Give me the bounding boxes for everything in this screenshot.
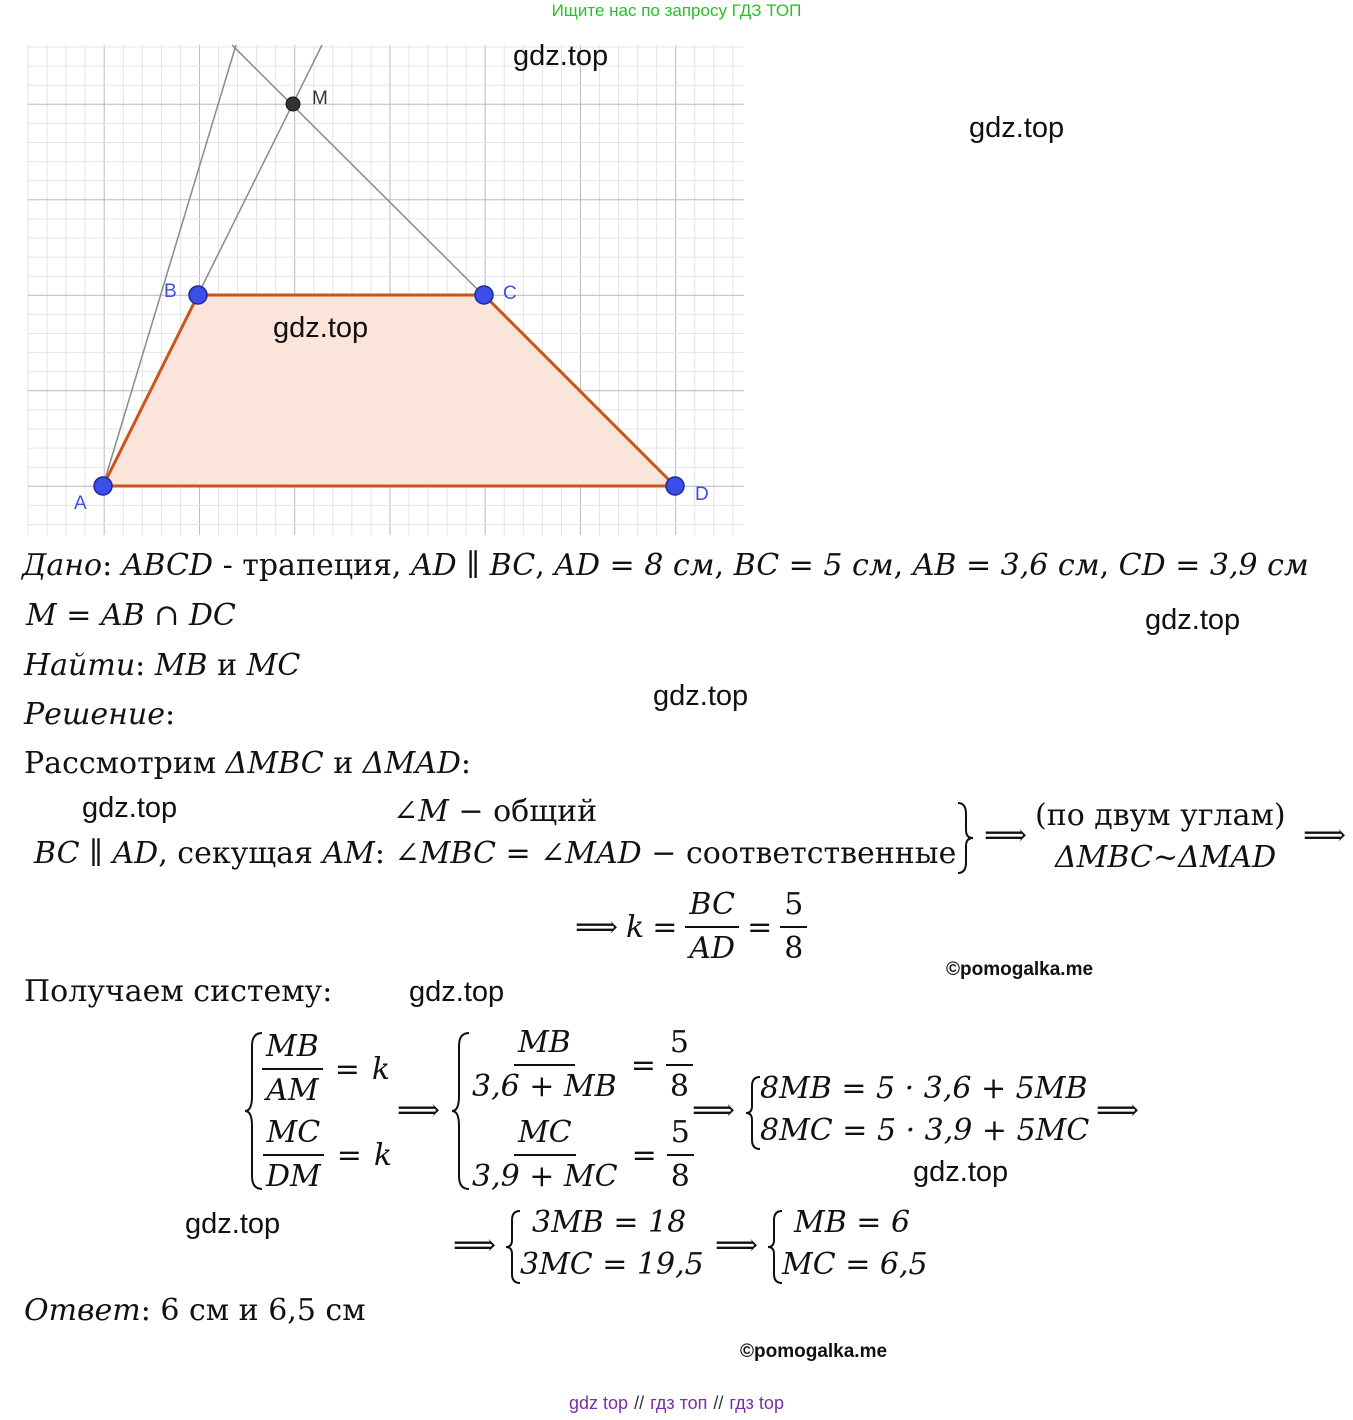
- answer-label: Ответ: [24, 1293, 141, 1328]
- footer-link[interactable]: гдз топ: [650, 1393, 708, 1413]
- consider-line: Рассмотрим ΔMBC и ΔMAD:: [24, 746, 471, 781]
- implies-5: ⟹: [692, 1093, 736, 1128]
- top-banner: Ищите нас по запросу ГДЗ ТОП: [551, 1, 802, 20]
- num-mb: MB: [514, 1022, 575, 1066]
- copyright: ©pomogalka.me: [946, 959, 1094, 980]
- consider-and: и: [323, 746, 363, 781]
- footer: [0, 1393, 1353, 1414]
- answer-text: : 6 см и 6,5 см: [140, 1293, 366, 1328]
- consider-text: Рассмотрим: [24, 746, 226, 781]
- ab-length: AB = 3,6 см: [912, 548, 1100, 583]
- implies-1: ⟹: [984, 818, 1028, 853]
- solution-label: Решение: [24, 697, 165, 732]
- copyright: ©pomogalka.me: [740, 1341, 888, 1362]
- equals: =: [630, 1047, 656, 1083]
- label-m: M: [312, 88, 328, 109]
- m-definition: M = AB ∩ DC: [26, 598, 236, 633]
- num-5: 5: [666, 1022, 693, 1066]
- watermark: gdz.top: [1145, 604, 1241, 636]
- given-label: Дано: [22, 548, 103, 583]
- system-label: Получаем систему:: [24, 974, 333, 1009]
- den-ad: AD: [689, 931, 736, 966]
- find-mc: MC: [246, 648, 301, 683]
- k-symbol: k: [371, 1051, 391, 1087]
- footer-sep: //: [713, 1393, 724, 1413]
- den-am: AM: [266, 1073, 319, 1108]
- equals: =: [747, 909, 773, 945]
- equals: =: [336, 1137, 362, 1173]
- eq-8mb: 8MB = 5 · 3,6 + 5MB: [760, 1071, 1088, 1106]
- common-text: − общий: [448, 794, 598, 829]
- find-label: Найти: [24, 648, 136, 683]
- eq-8mc: 8MC = 5 · 3,9 + 5MC: [760, 1113, 1090, 1148]
- label-b: B: [164, 281, 177, 302]
- secant-am: AM: [322, 836, 375, 871]
- frac-mc-sum: [468, 1112, 622, 1198]
- equals: =: [652, 909, 678, 945]
- reason-corresponding: BC ∥ AD, секущая AM: ∠MBC = ∠MAD − соответственные: [34, 836, 957, 871]
- sys1-row2: [262, 1112, 392, 1198]
- frac-mb-sum: [468, 1022, 621, 1108]
- result-mc: MC = 6,5: [782, 1247, 928, 1282]
- fraction-bc-ad: [685, 884, 739, 970]
- bc-parallel-ad: BC ∥ AD: [34, 836, 159, 871]
- ad-length: AD = 8 см: [554, 548, 715, 583]
- cd-length: CD = 3,9 см: [1118, 548, 1309, 583]
- den-8: 8: [669, 1069, 689, 1104]
- equal-angles: ∠MBC = ∠MAD: [394, 836, 642, 871]
- num-bc: BC: [685, 884, 739, 928]
- point-a: [94, 477, 112, 495]
- watermark: gdz.top: [273, 312, 369, 344]
- watermark: gdz.top: [185, 1208, 281, 1240]
- right-brace: [955, 800, 975, 876]
- watermark: gdz.top: [513, 40, 609, 72]
- label-d: D: [695, 484, 709, 505]
- find-mb: MB: [154, 648, 208, 683]
- den-sum-mb: 3,6 + MB: [472, 1069, 617, 1104]
- watermark: gdz.top: [913, 1156, 1009, 1188]
- footer-link[interactable]: гдз top: [729, 1393, 784, 1413]
- point-c: [475, 286, 493, 304]
- implies-4: ⟹: [397, 1093, 441, 1128]
- den-dm: DM: [266, 1159, 321, 1194]
- trap-word: - трапеция,: [213, 548, 411, 583]
- implies-6: ⟹: [1096, 1093, 1140, 1128]
- watermark: gdz.top: [653, 680, 749, 712]
- k-symbol: k: [626, 909, 645, 945]
- equals: =: [334, 1051, 360, 1087]
- find-line: Найти: MB и MC: [24, 648, 301, 683]
- eq-3mb: 3MB = 18: [532, 1205, 687, 1240]
- point-m: [286, 97, 300, 111]
- num-mc: MC: [514, 1112, 576, 1156]
- watermark: gdz.top: [82, 792, 178, 824]
- secant-text: , секущая: [158, 836, 323, 871]
- num-mc: MC: [263, 1112, 325, 1156]
- point-b: [189, 286, 207, 304]
- frac-mc-dm: [262, 1112, 325, 1198]
- result-mb: MB = 6: [794, 1205, 911, 1240]
- num-mb: MB: [262, 1026, 323, 1070]
- footer-link[interactable]: gdz top: [569, 1393, 629, 1413]
- corresponding-text: − соответственные: [641, 836, 957, 871]
- answer-line: [24, 1293, 366, 1328]
- given-line: Дано: ABCD - трапеция, AD ∥ BC, AD = 8 см, BC = 5 см, AB = 3,6 см, CD = 3,9 см: [22, 548, 1309, 583]
- implies-7: ⟹: [453, 1228, 497, 1263]
- triangle-mbc: ΔMBC: [225, 746, 324, 781]
- eq-3mc: 3MC = 19,5: [520, 1247, 704, 1282]
- equals: =: [631, 1137, 657, 1173]
- triangle-mad: ΔMAD: [362, 746, 461, 781]
- label-c: C: [503, 283, 517, 304]
- den-sum-mc: 3,9 + MC: [472, 1159, 618, 1194]
- reason-common-angle: [393, 794, 597, 829]
- frac-5-8: [666, 1022, 693, 1108]
- k-symbol: k: [373, 1137, 393, 1173]
- implies-2: ⟹: [1303, 818, 1347, 853]
- num-5: 5: [780, 884, 807, 928]
- implies-8: ⟹: [715, 1228, 759, 1263]
- implies-3: ⟹: [575, 909, 619, 945]
- sys2-row2: [468, 1112, 694, 1198]
- bc-length: BC = 5 см: [733, 548, 894, 583]
- angle-m: ∠M: [393, 794, 449, 829]
- label-a: A: [74, 493, 87, 514]
- sys2-row1: [468, 1022, 693, 1108]
- den-8: 8: [784, 931, 804, 966]
- find-and: и: [207, 648, 247, 683]
- k-ratio: [575, 884, 807, 970]
- frac-mb-am: [262, 1026, 323, 1112]
- point-d: [666, 477, 684, 495]
- num-5: 5: [667, 1112, 694, 1156]
- frac-5-8: [667, 1112, 694, 1198]
- trap-name: ABCD: [121, 548, 214, 583]
- sys1-row1: [262, 1026, 390, 1112]
- watermark: gdz.top: [969, 112, 1065, 144]
- watermark: gdz.top: [409, 976, 505, 1008]
- conclusion-similar: ΔMBC~ΔMAD: [1055, 840, 1277, 875]
- footer-sep: //: [634, 1393, 645, 1413]
- conclusion-criterion: (по двум углам): [1035, 798, 1286, 833]
- solution-heading: Решение:: [24, 697, 176, 732]
- den-8: 8: [670, 1159, 690, 1194]
- trapezoid-figure: [0, 0, 760, 540]
- fraction-5-8: [780, 884, 807, 970]
- parallel: AD ∥ BC: [410, 548, 536, 583]
